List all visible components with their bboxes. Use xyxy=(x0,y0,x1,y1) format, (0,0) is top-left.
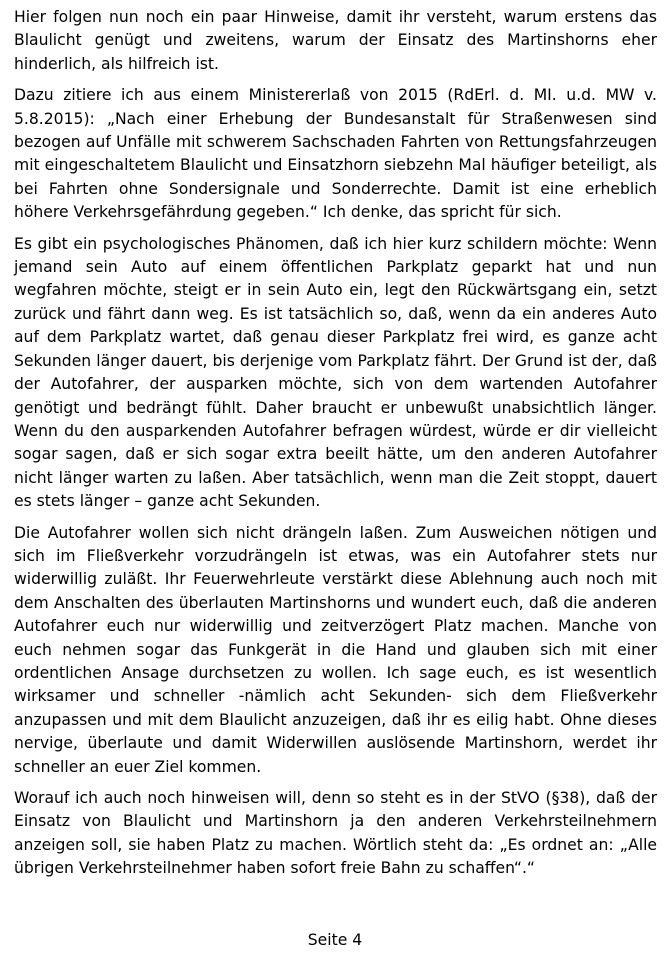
paragraph-ministerial-decree-quote: Dazu zitiere ich aus einem Ministererlaß von 2015 (RdErl. d. MI. u.d. MW v. 5.8.2015): „Nach einer Erhebung der Bundesanstalt für Straßenwesen sind bezogen auf Unfälle mit schwerem Sachschaden Fahrten von Rettungsfahrzeugen mit eingeschaltetem Blaulicht und Einsatzhorn siebzehn Mal häufiger beteiligt, als bei Fahrten ohne Sondersignale und Sonderrechte. Damit ist eine erheblich höhere Verkehrsgefährdung gegeben.“ Ich denke, das spricht für sich. xyxy=(14,86,657,222)
document-body xyxy=(14,6,657,889)
paragraph-parking-phenomenon: Es gibt ein psychologisches Phänomen, daß ich hier kurz schildern möchte: Wenn jemand sein Auto auf einem öffentlichen Parkplatz geparkt hat und nun wegfahren möchte, steigt er in sein Auto ein, legt den Rückwärtsgang ein, setzt zurück und fährt dann weg. Es ist tatsächlich so, daß, wenn da ein anderes Auto auf dem Parkplatz wartet, daß genau dieser Parkplatz frei wird, es ganze acht Sekunden länger dauert, bis derjenige vom Parkplatz fährt. Der Grund ist der, daß der Autofahrer, der ausparken möchte, sich von dem wartenden Autofahrer genötigt und bedrängt fühlt. Daher braucht er unbewußt unabsichtlich länger. Wenn du den ausparkenden Autofahrer befragen würdest, würde er dir vielleicht sogar sagen, daß er sich sogar extra beeilt hätte, um den anderen Autofahrer nicht länger warten zu laßen. Aber tatsächlich, wenn man die Zeit stoppt, dauert es stets länger – ganze acht Sekunden. xyxy=(14,234,657,511)
paragraph-intro: Hier folgen nun noch ein paar Hinweise, damit ihr versteht, warum erstens das Blaulicht genügt und zweitens, warum der Einsatz des Martinshorns eher hinderlich, als hilfreich ist. xyxy=(14,8,657,73)
page-number: Seite 4 xyxy=(307,931,363,949)
paragraph-traffic-behavior: Die Autofahrer wollen sich nicht drängeln laßen. Zum Ausweichen nötigen und sich im Fließverkehr vorzudrängeln ist etwas, was ein Autofahrer stets nur widerwillig zuläßt. Ihr Feuerwehrleute verstärkt diese Ablehnung auch noch mit dem Anschalten des überlauten Martinshorns und wundert euch, daß die anderen Autofahrer euch nur widerwillig und zeitverzögert Platz machen. Manche von euch nehmen sogar das Funkgerät in die Hand und glauben sich mit einer ordentlichen Ansage durchsetzen zu wollen. Ich sage euch, es ist wesentlich wirksamer und schneller -nämlich acht Sekunden- sich dem Fließverkehr anzupassen und mit dem Blaulicht anzuzeigen, daß ihr es eilig habt. Ohne dieses nervige, überlaute und damit Widerwillen auslösende Martinshorn, werdet ihr schneller an euer Ziel kommen. xyxy=(14,523,657,776)
paragraph-stvo-reference: Worauf ich auch noch hinweisen will, denn so steht es in der StVO (§38), daß der Einsatz von Blaulicht und Martinshorn ja den anderen Verkehrsteilnehmern anzeigen soll, sie haben Platz zu machen. Wörtlich steht da: „Es ordnet an: „Alle übrigen Verkehrsteilnehmer haben sofort freie Bahn zu schaffen“.“ xyxy=(14,789,657,878)
